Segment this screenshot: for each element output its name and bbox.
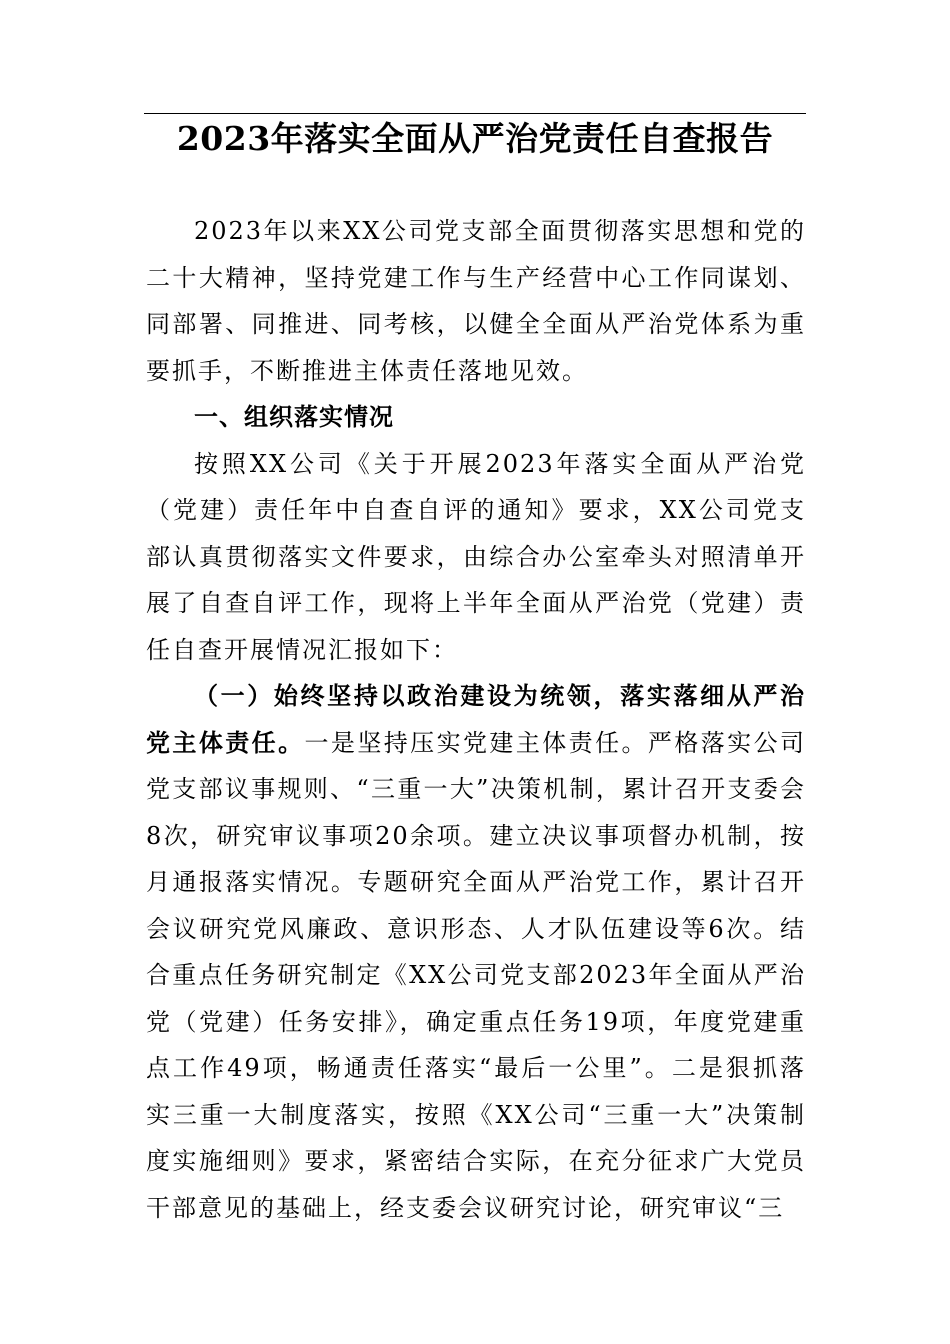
item-lead-sentence: （一）始终坚持以政治建设为统领，落实落细从严治党主体责任。 bbox=[146, 681, 806, 757]
item-body-text: 一是坚持压实党建主体责任。严格落实公司党支部议事规则、“三重一大”决策机制，累计召开支委会8次，研究审议事项20余项。建立决议事项督办机制，按月通报落实情况。专题研究全面从严治党工作，累计召开会议研究党风廉政、意识形态、人才队伍建设等6次。结合重点任务研究制定《XX公司党支部2023年全面从严治党（党建）任务安排》，确定重点任务19项，年度党建重点工作49项，畅通责任落实“最后一公里”。二是狠抓落实三重一大制度落实，按照《XX公司“三重一大”决策制度实施细则》要求，紧密结合实际，在充分征求广大党员干部意见的基础上，经支委会议研究讨论，研究审议“三 bbox=[146, 728, 806, 1222]
section-heading: 一、组织落实情况 bbox=[194, 403, 394, 431]
intro-paragraph: 2023年以来XX公司党支部全面贯彻落实思想和党的二十大精神，坚持党建工作与生产经营中心工作同谋划、同部署、同推进、同考核，以健全全面从严治党体系为重要抓手，不断推进主体责任落地见效。 bbox=[146, 217, 806, 385]
item-paragraph bbox=[146, 673, 806, 1231]
section-intro-paragraph: 按照XX公司《关于开展2023年落实全面从严治党（党建）责任年中自查自评的通知》要求，XX公司党支部认真贯彻落实文件要求，由综合办公室牵头对照清单开展了自查自评工作，现将上半年全面从严治党（党建）责任自查开展情况汇报如下： bbox=[146, 449, 806, 664]
header-rule bbox=[144, 113, 806, 114]
document-body bbox=[146, 208, 806, 1231]
document-title: 2023年落实全面从严治党责任自查报告 bbox=[176, 119, 774, 158]
